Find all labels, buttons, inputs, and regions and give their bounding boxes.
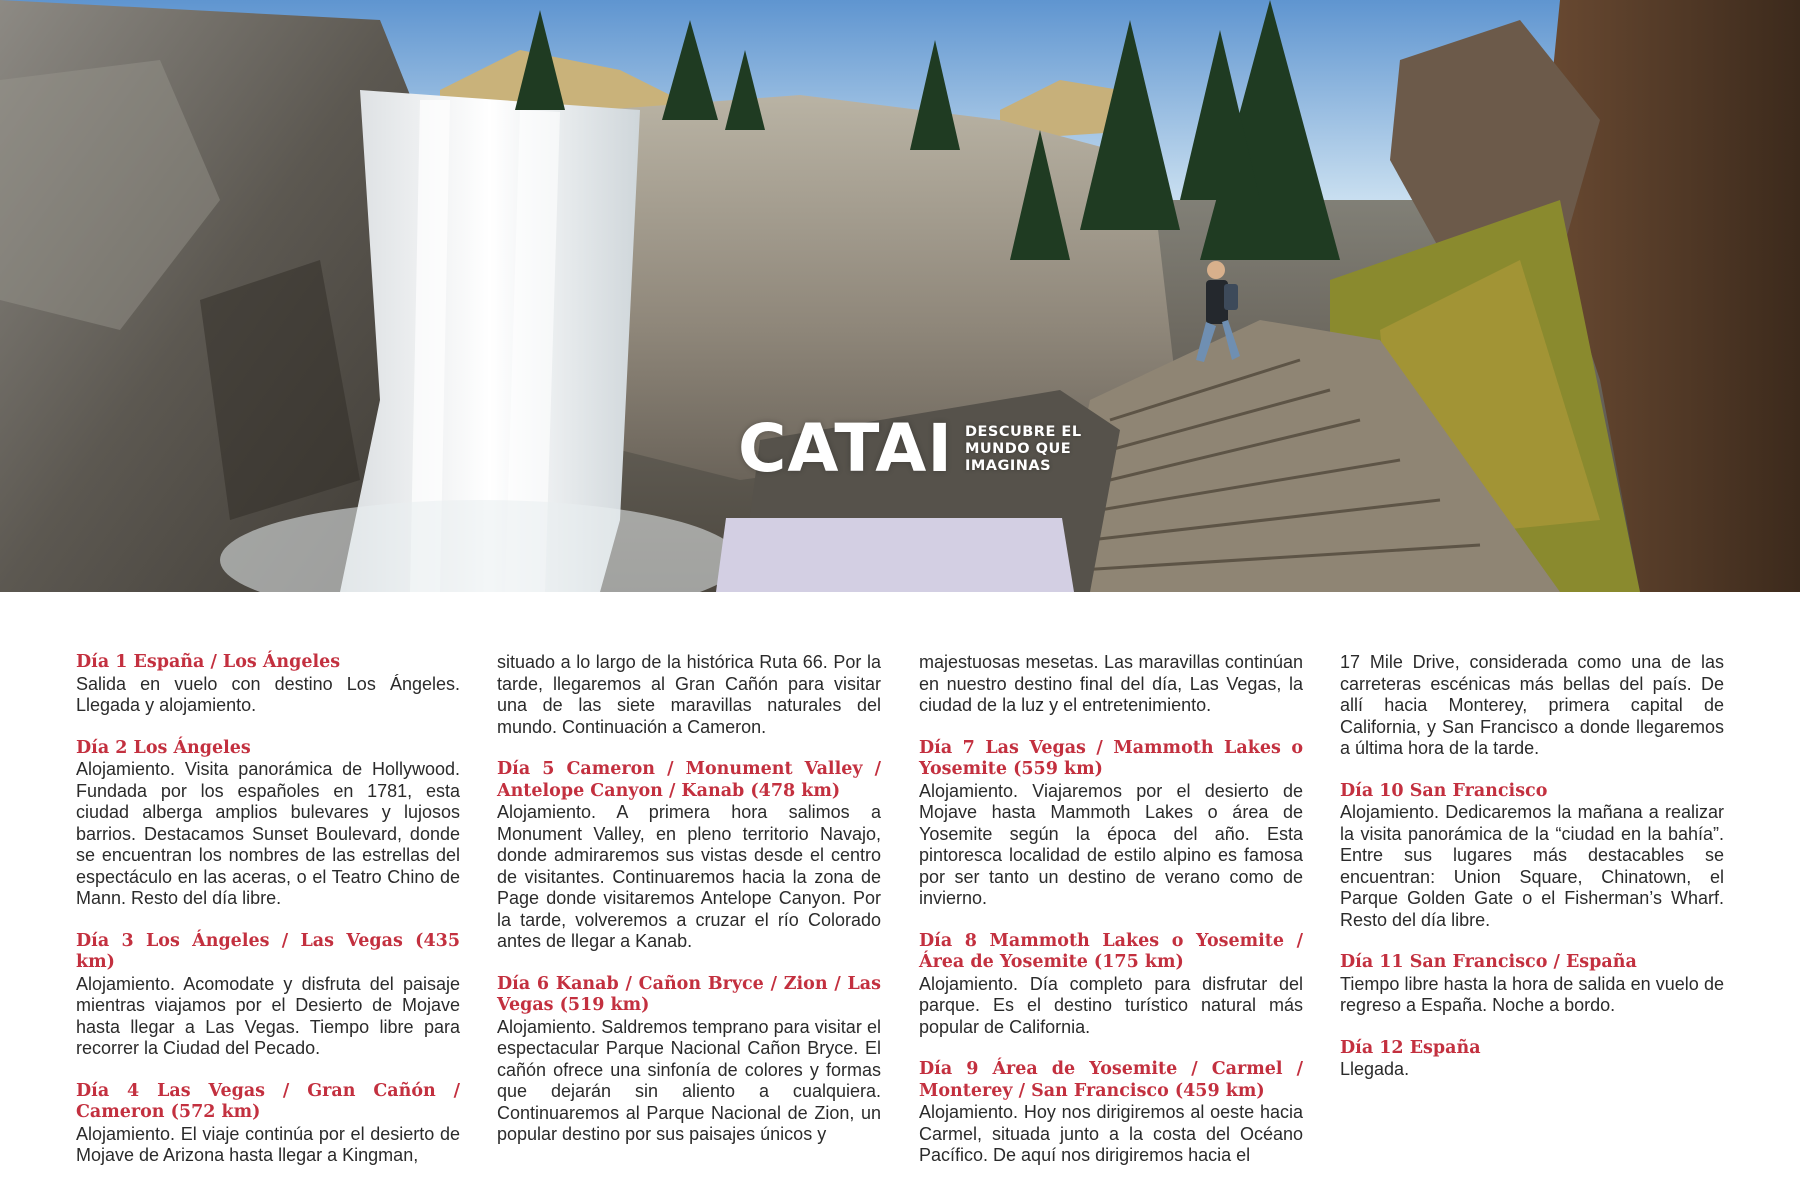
day-description: Tiempo libre hasta la hora de salida en vuelo de regreso a España. Noche a bordo.: [1340, 973, 1724, 1015]
day-description: Llegada.: [1340, 1059, 1410, 1079]
day-title: Día 9 Área de Yosemite / Carmel / Monterey / San Francisco (459 km): [919, 1059, 1303, 1101]
day-entry: [76, 931, 460, 1060]
day-title: Día 8 Mammoth Lakes o Yosemite / Área de Yosemite (175 km): [919, 930, 1303, 972]
day-description: Alojamiento. Saldremos temprano para visitar el espectacular Parque Nacional Cañon Bryce. El cañón ofrece una sinfonía de colores y formas que dejarán sin aliento a cualquiera. Continuaremos al Parque Nacional de Zion, un popular destino por sus paisajes únicos y: [497, 1016, 881, 1144]
day-description: Alojamiento. Viajaremos por el desierto de Mojave hasta Mammoth Lakes o área de Yosemite según la época del año. Esta pintoresca localidad de estilo alpino es famosa por ser tanto un destino de verano como de invierno.: [919, 780, 1303, 908]
day-title: Día 10 San Francisco: [1340, 780, 1548, 801]
day-entry: [76, 1081, 460, 1167]
day-title: Día 1 España / Los Ángeles: [76, 652, 341, 672]
itinerary-column-1: [76, 652, 460, 1188]
day-title: Día 12 España: [1340, 1037, 1481, 1058]
day-description: Alojamiento. Dedicaremos la mañana a realizar la visita panorámica de la “ciudad en la bahía”. Entre sus lugares más destacables se encuentran: Union Square, Chinatown, el Parque Golden Gate o el Fisherman’s Wharf. Resto del día libre.: [1340, 802, 1724, 930]
day-description: Alojamiento. Visita panorámica de Hollywood. Fundada por los españoles en 1781, esta ciudad alberga amplios bulevares y lujosos barrios. Destacamos Sunset Boulevard, donde se encuentran los nombres de las estrellas del espectáculo en las aceras, o el Teatro Chino de Mann. Resto del día libre.: [76, 759, 460, 908]
tagline-line: DESCUBRE EL: [964, 423, 1082, 440]
day-title: Día 3 Los Ángeles / Las Vegas (435 km): [76, 930, 460, 972]
tagline-line: IMAGINAS: [964, 457, 1052, 474]
hero-photo: [0, 0, 1800, 592]
day-title: Día 6 Kanab / Cañon Bryce / Zion / Las Vegas (519 km): [497, 973, 881, 1015]
day-title: Día 4 Las Vegas / Gran Cañón / Cameron (572 km): [76, 1080, 460, 1122]
itinerary-column-3: [919, 652, 1303, 1188]
itinerary: [76, 652, 1726, 1172]
day-title: Día 2 Los Ángeles: [76, 737, 251, 758]
day-entry: [76, 738, 460, 910]
day-description: Salida en vuelo con destino Los Ángeles. Llegada y alojamiento.: [76, 673, 460, 715]
waterfall-landscape-illustration: [0, 0, 1800, 592]
catai-logo: [738, 410, 1082, 487]
day-description: Alojamiento. El viaje continúa por el desierto de Mojave de Arizona hasta llegar a Kingman,: [76, 1123, 460, 1165]
day-title: Día 5 Cameron / Monument Valley / Antelope Canyon / Kanab (478 km): [497, 759, 881, 801]
day-title: Día 11 San Francisco / España: [1340, 952, 1637, 972]
day-entry: [1340, 781, 1724, 932]
day-description-continued: majestuosas mesetas. Las maravillas continúan en nuestro destino final del día, Las Vegas, la ciudad de la luz y el entretenimiento.: [919, 652, 1303, 715]
day-entry: [919, 931, 1303, 1039]
tagline-line: MUNDO QUE: [964, 440, 1072, 457]
day-entry: [1340, 1038, 1724, 1081]
day-description-continued: situado a lo largo de la histórica Ruta 66. Por la tarde, llegaremos al Gran Cañón para visitar una de las siete maravillas naturales del mundo. Continuación a Cameron.: [497, 652, 881, 737]
brand-name: CATAI: [738, 410, 953, 487]
brand-tagline: [965, 424, 1082, 475]
day-entry: [1340, 952, 1724, 1017]
day-description: Alojamiento. Día completo para disfrutar del parque. Es el destino turístico natural más popular de California.: [919, 973, 1303, 1037]
day-description-continued: 17 Mile Drive, considerada como una de las carreteras escénicas más bellas del país. De allí hacia Monterey, primera capital de California, y San Francisco a donde llegaremos a última hora de la tarde.: [1340, 652, 1724, 758]
itinerary-column-4: [1340, 652, 1724, 1102]
day-description: Alojamiento. Acomodate y disfruta del paisaje mientras viajamos por el Desierto de Mojave hasta llegar a Las Vegas. Tiempo libre para recorrer la Ciudad del Pecado.: [76, 973, 460, 1058]
day-description: Alojamiento. Hoy nos dirigiremos al oeste hacia Carmel, situada junto a la costa del Océano Pacífico. De aquí nos dirigiremos hacia el: [919, 1102, 1303, 1165]
day-entry: [919, 738, 1303, 910]
day-entry: [497, 974, 881, 1146]
day-entry: [76, 652, 460, 717]
day-title: Día 7 Las Vegas / Mammoth Lakes o Yosemite (559 km): [919, 737, 1303, 779]
day-description: Alojamiento. A primera hora salimos a Monument Valley, en pleno territorio Navajo, donde admiraremos sus vistas desde el centro de visitantes. Continuaremos hacia la zona de Page donde visitaremos Antelope Canyon. Por la tarde, volveremos a cruzar el río Colorado antes de llegar a Kanab.: [497, 802, 881, 951]
day-entry: [497, 759, 881, 953]
itinerary-column-2: [497, 652, 881, 1167]
day-entry: [919, 1059, 1303, 1167]
